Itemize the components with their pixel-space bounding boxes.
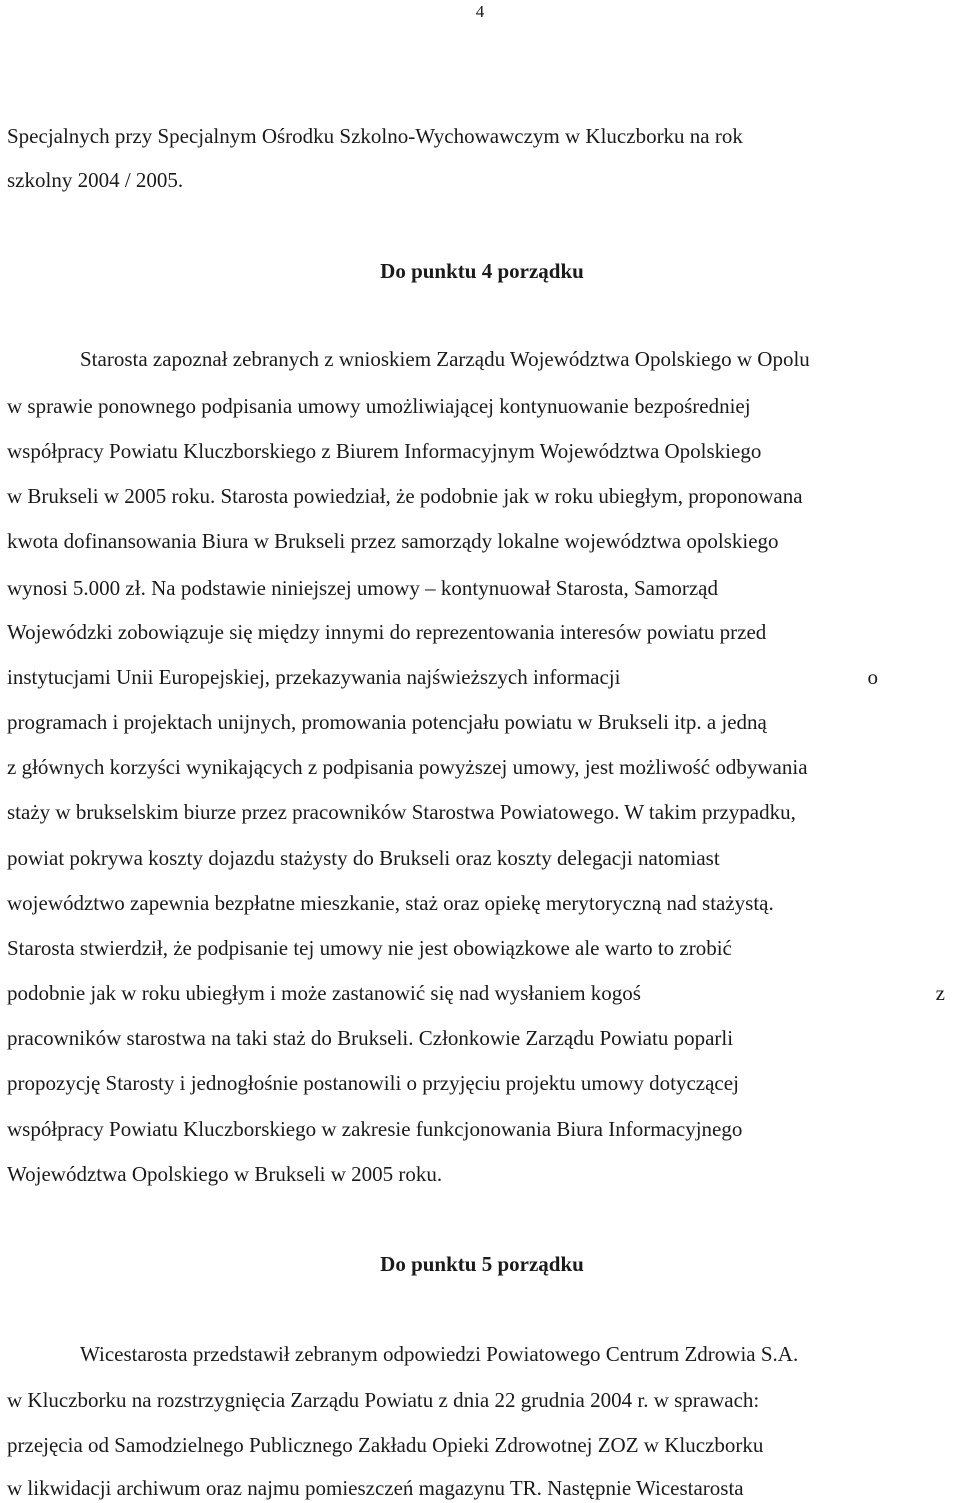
section-4-line-14: Starosta stwierdził, że podpisanie tej umowy nie jest obowiązkowe ale warto to zrobić bbox=[7, 936, 732, 960]
section-4-line-15-tail: z bbox=[935, 981, 945, 1005]
section-4-line-3: współpracy Powiatu Kluczborskiego z Biurem Informacyjnym Województwa Opolskiego bbox=[7, 439, 762, 463]
section-5-heading: Do punktu 5 porządku bbox=[380, 1252, 584, 1276]
section-4-line-12: powiat pokrywa koszty dojazdu stażysty do Brukseli oraz koszty delegacji natomiast bbox=[7, 846, 720, 870]
section-4-line-2: w sprawie ponownego podpisania umowy umożliwiającej kontynuowanie bezpośredniej bbox=[7, 394, 751, 418]
section-4-line-17: propozycję Starosty i jednogłośnie postanowili o przyjęciu projektu umowy dotyczącej bbox=[7, 1071, 739, 1095]
intro-line-1: Specjalnych przy Specjalnym Ośrodku Szkolno-Wychowawczym w Kluczborku na rok bbox=[7, 124, 743, 148]
section-4-line-19: Województwa Opolskiego w Brukseli w 2005 roku. bbox=[7, 1162, 443, 1186]
section-4-line-8-tail: o bbox=[867, 665, 878, 689]
section-4-line-15 bbox=[7, 980, 953, 1006]
section-4-line-18: współpracy Powiatu Kluczborskiego w zakresie funkcjonowania Biura Informacyjnego bbox=[7, 1117, 743, 1141]
section-5-line-2: w Kluczborku na rozstrzygnięcia Zarządu Powiatu z dnia 22 grudnia 2004 r. w sprawach: bbox=[7, 1388, 760, 1412]
section-4-line-6: wynosi 5.000 zł. Na podstawie niniejszej umowy – kontynuował Starosta, Samorząd bbox=[7, 576, 718, 600]
page-number: 4 bbox=[475, 2, 485, 21]
section-4-line-15-text: podobnie jak w roku ubiegłym i może zastanowić się nad wysłaniem kogoś bbox=[7, 981, 641, 1005]
section-5-line-1: Wicestarosta przedstawił zebranym odpowiedzi Powiatowego Centrum Zdrowia S.A. bbox=[80, 1342, 799, 1366]
section-4-line-8 bbox=[7, 664, 953, 690]
section-4-heading: Do punktu 4 porządku bbox=[380, 259, 584, 283]
section-4-line-1: Starosta zapoznał zebranych z wnioskiem Zarządu Województwa Opolskiego w Opolu bbox=[80, 347, 810, 371]
section-5-line-4: w likwidacji archiwum oraz najmu pomieszczeń magazynu TR. Następnie Wicestarosta bbox=[7, 1476, 744, 1500]
section-4-line-8-text: instytucjami Unii Europejskiej, przekazywania najświeższych informacji bbox=[7, 665, 621, 689]
intro-line-2: szkolny 2004 / 2005. bbox=[7, 168, 184, 192]
section-4-line-4: w Brukseli w 2005 roku. Starosta powiedział, że podobnie jak w roku ubiegłym, proponowana bbox=[7, 484, 803, 508]
section-4-line-13: województwo zapewnia bezpłatne mieszkanie, staż oraz opiekę merytoryczną nad stażystą. bbox=[7, 891, 774, 915]
section-4-line-10: z głównych korzyści wynikających z podpisania powyższej umowy, jest możliwość odbywania bbox=[7, 755, 808, 779]
section-5-line-3: przejęcia od Samodzielnego Publicznego Zakładu Opieki Zdrowotnej ZOZ w Kluczborku bbox=[7, 1433, 764, 1457]
section-4-line-11: staży w brukselskim biurze przez pracowników Starostwa Powiatowego. W takim przypadku, bbox=[7, 800, 796, 824]
section-4-line-9: programach i projektach unijnych, promowania potencjału powiatu w Brukseli itp. a jedną bbox=[7, 710, 767, 734]
section-4-line-5: kwota dofinansowania Biura w Brukseli przez samorządy lokalne województwa opolskiego bbox=[7, 529, 779, 553]
section-4-line-16: pracowników starostwa na taki staż do Brukseli. Członkowie Zarządu Powiatu poparli bbox=[7, 1026, 734, 1050]
section-4-line-7: Wojewódzki zobowiązuje się między innymi do reprezentowania interesów powiatu przed bbox=[7, 620, 767, 644]
